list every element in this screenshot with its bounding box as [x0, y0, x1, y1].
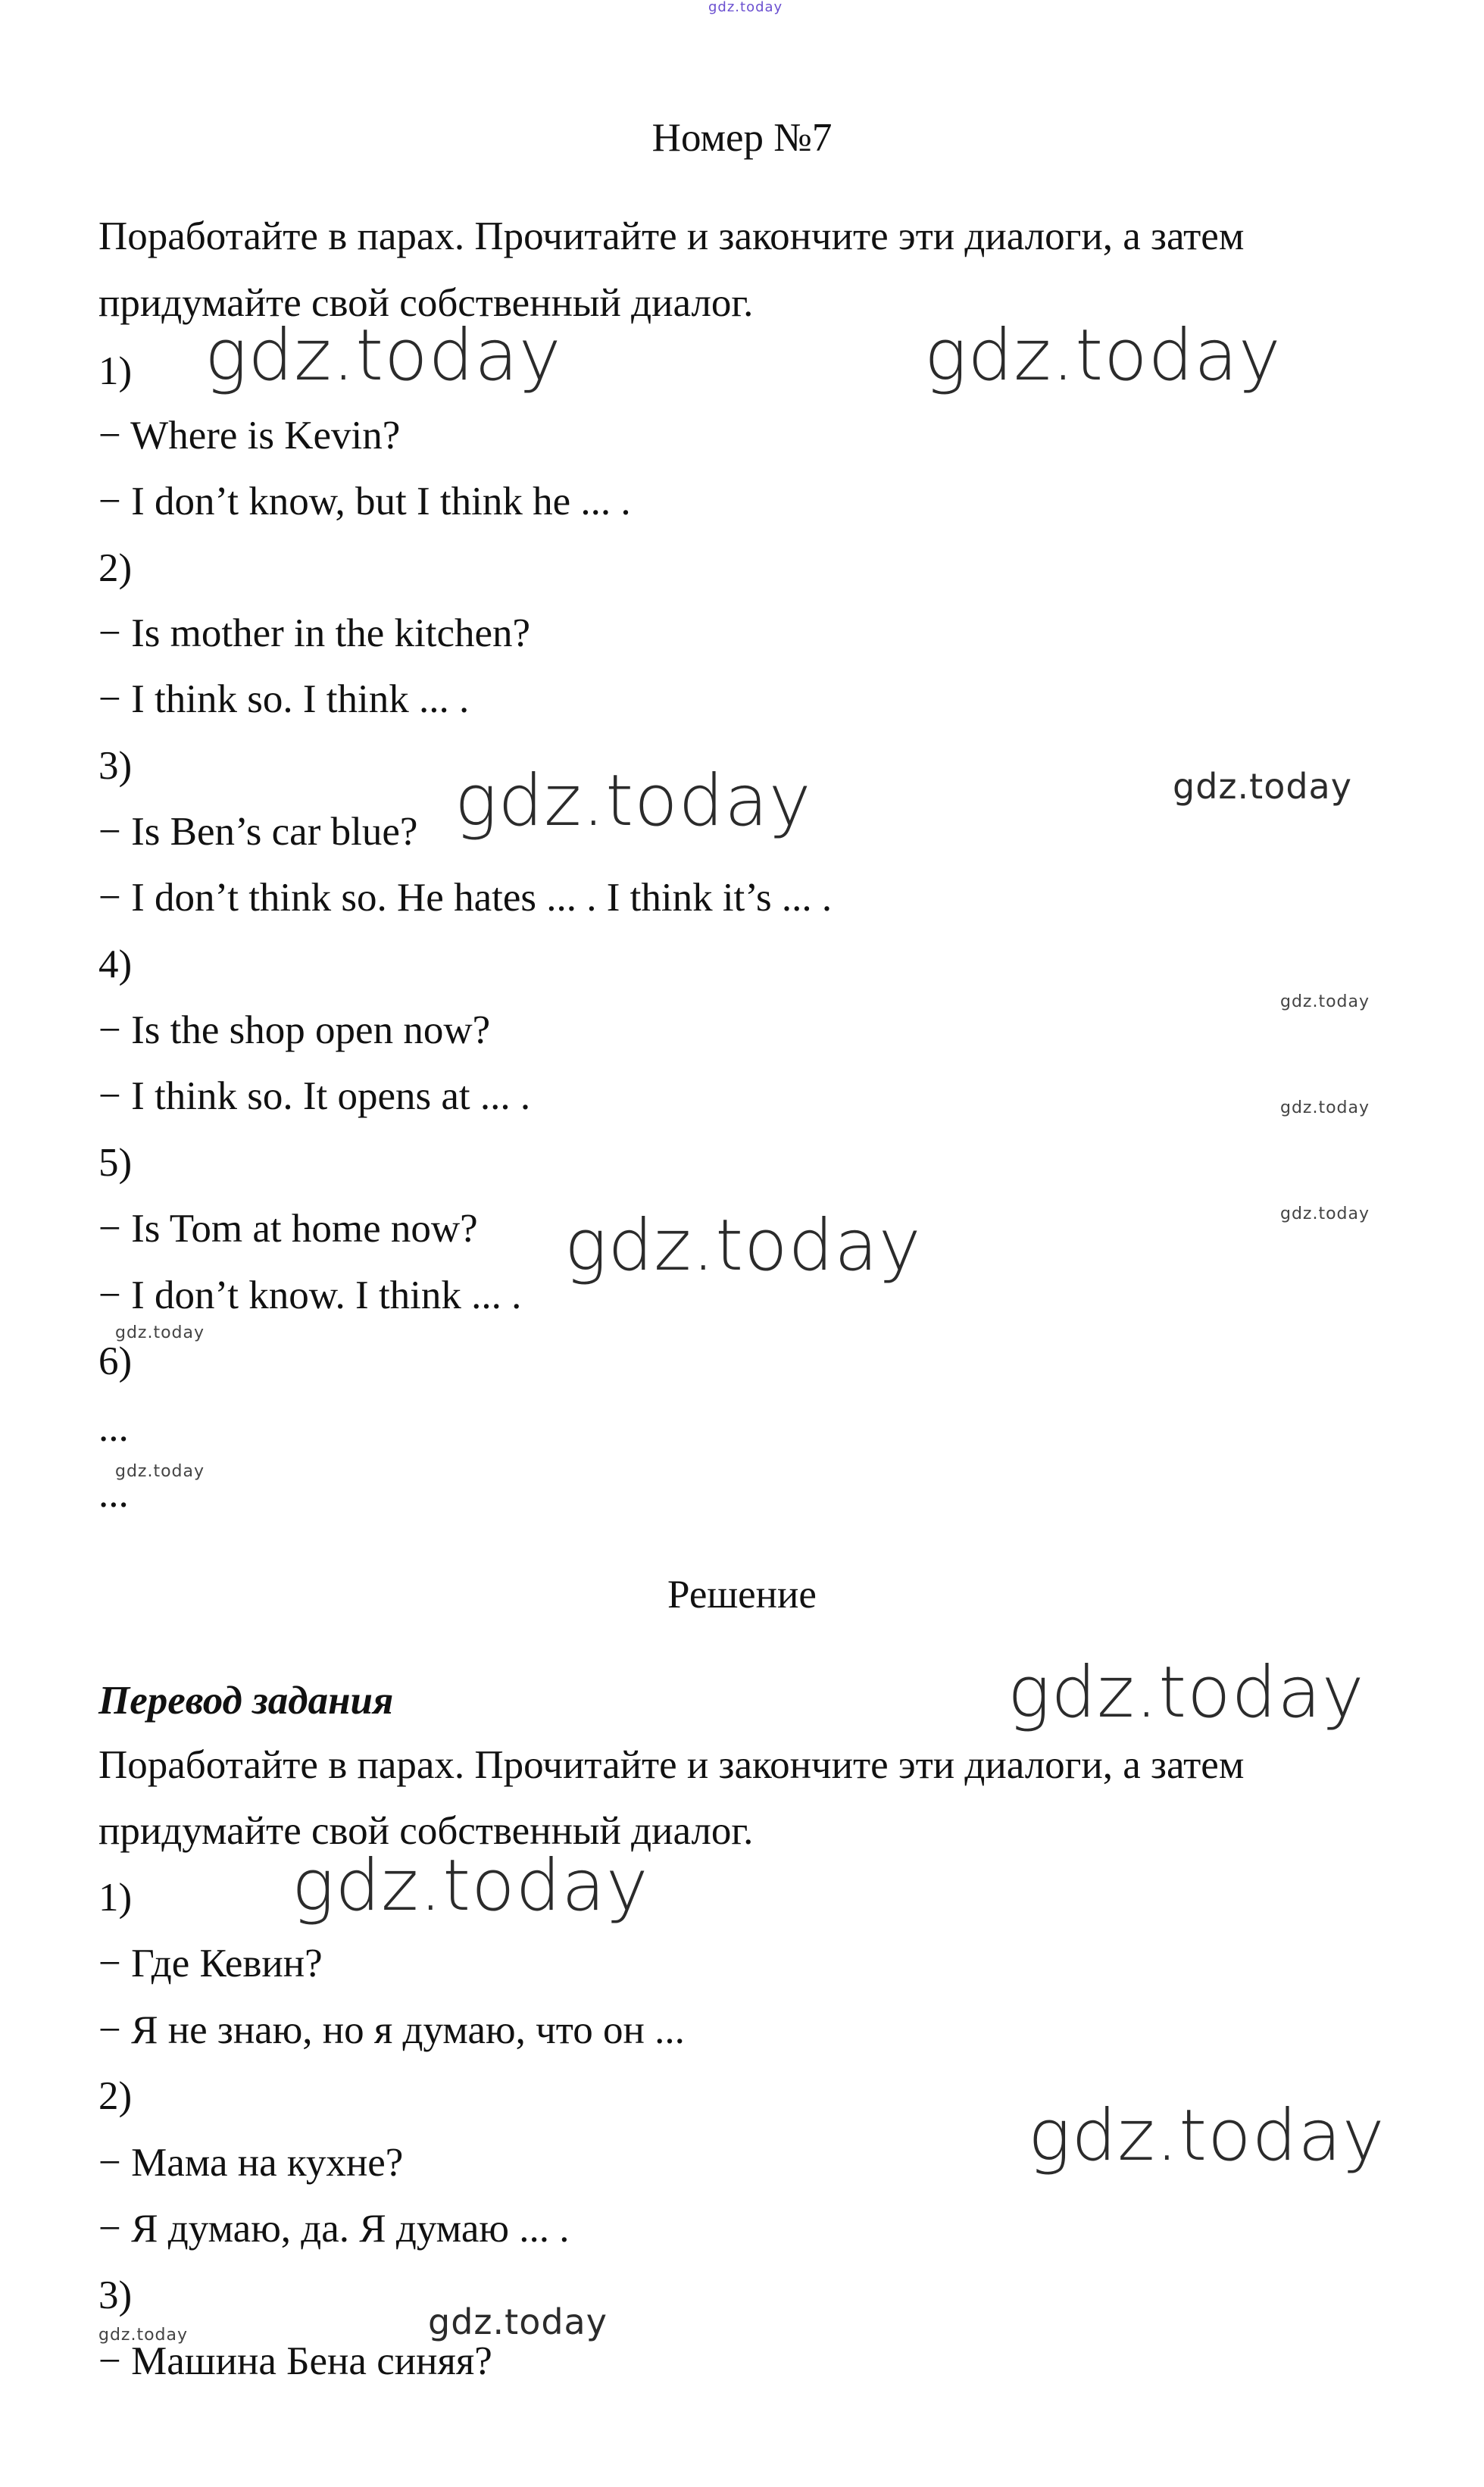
- task-line: − I think so. It opens at ... .: [98, 1074, 531, 1118]
- watermark: gdz.today: [455, 760, 812, 842]
- task-line: 4): [98, 942, 133, 986]
- solution-instruction-line-2: придумайте свой собственный диалог.: [98, 1809, 754, 1853]
- watermark: gdz.today: [115, 1462, 205, 1481]
- solution-line: − Где Кевин?: [98, 1942, 323, 1986]
- solution-line: 1): [98, 1876, 133, 1920]
- watermark-top: gdz.today: [708, 0, 783, 15]
- task-line: 5): [98, 1141, 133, 1185]
- solution-line: − Я думаю, да. Я думаю ... .: [98, 2207, 570, 2251]
- solution-heading: Решение: [667, 1573, 817, 1617]
- watermark: gdz.today: [1280, 1204, 1370, 1223]
- task-line: ...: [98, 1472, 129, 1516]
- solution-line: 2): [98, 2074, 133, 2118]
- watermark: gdz.today: [1280, 1098, 1370, 1117]
- watermark: gdz.today: [292, 1845, 649, 1927]
- watermark: gdz.today: [98, 2326, 189, 2345]
- translation-subheading: Перевод задания: [98, 1679, 394, 1723]
- watermark: gdz.today: [1173, 766, 1352, 807]
- task-line: − Is the shop open now?: [98, 1008, 491, 1052]
- task-line: ...: [98, 1406, 129, 1450]
- task-line: 1): [98, 349, 133, 393]
- task-line: 6): [98, 1339, 133, 1383]
- task-line: − I think so. I think ... .: [98, 677, 470, 721]
- task-line: − Is Ben’s car blue?: [98, 810, 418, 854]
- task-line: − Is Tom at home now?: [98, 1207, 478, 1251]
- watermark: gdz.today: [924, 314, 1282, 397]
- task-line: − Where is Kevin?: [98, 414, 401, 458]
- task-line: 2): [98, 546, 133, 590]
- page-title: Номер №7: [651, 116, 833, 160]
- solution-line: − Мама на кухне?: [98, 2141, 404, 2185]
- watermark: gdz.today: [564, 1204, 922, 1287]
- instruction-line-2: придумайте свой собственный диалог.: [98, 281, 754, 325]
- watermark: gdz.today: [205, 314, 562, 397]
- solution-line: − Машина Бена синяя?: [98, 2339, 492, 2383]
- watermark: gdz.today: [1280, 992, 1370, 1011]
- instruction-line-1: Поработайте в парах. Прочитайте и закончите эти диалоги, а затем: [98, 214, 1245, 258]
- task-line: − I don’t know, but I think he ... .: [98, 480, 631, 523]
- watermark: gdz.today: [1028, 2095, 1386, 2177]
- watermark: gdz.today: [115, 1323, 205, 1342]
- solution-line: 3): [98, 2273, 133, 2317]
- task-line: − Is mother in the kitchen?: [98, 611, 531, 655]
- solution-instruction-line-1: Поработайте в парах. Прочитайте и закончите эти диалоги, а затем: [98, 1743, 1245, 1787]
- task-line: − I don’t think so. He hates ... . I think it’s ... .: [98, 876, 833, 920]
- watermark: gdz.today: [428, 2301, 608, 2342]
- task-line: 3): [98, 744, 133, 788]
- watermark: gdz.today: [1008, 1651, 1365, 1734]
- task-line: − I don’t know. I think ... .: [98, 1273, 522, 1317]
- solution-line: − Я не знаю, но я думаю, что он ...: [98, 2008, 685, 2052]
